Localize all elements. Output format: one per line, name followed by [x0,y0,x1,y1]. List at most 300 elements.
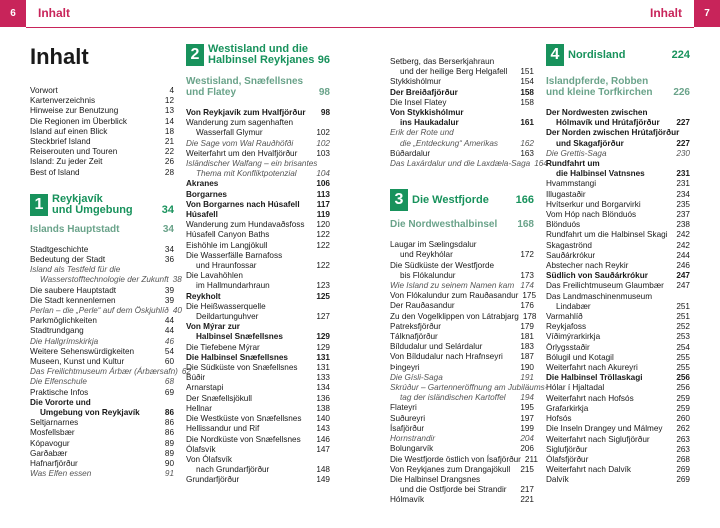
toc-entry [186,179,330,189]
section-title-line2: und Flatey [186,87,237,98]
toc-entry-title: Die Regionen im Überblick [30,116,127,126]
toc-entry [30,398,174,408]
toc-entry-page: 215 [520,464,534,474]
toc-entry [186,108,330,118]
toc-entry-title: Ólafsvík [186,444,216,454]
toc-entry-page: 22 [164,147,174,157]
toc-entry-page: 129 [316,342,330,352]
toc-entry [30,408,174,418]
toc-entry [546,149,690,159]
toc-entry-page [530,475,534,485]
toc-entry-page [530,57,534,67]
section-heading [390,219,534,230]
toc-column-2 [186,44,330,486]
toc-entry [186,118,330,128]
toc-entry [546,414,690,424]
toc-entry-title: Bolungarvík [390,444,434,454]
toc-entry-title: Die Westfjorde östlich von Ísafjörður [390,454,521,464]
toc-entry [390,128,534,138]
toc-entry-title: Hólmavík und Hrútafjörður [556,118,660,128]
toc-entry-title: Hofsós [546,414,572,424]
toc-entry-title: Grafarkirkja [546,403,589,413]
toc-entry [30,449,174,459]
toc-entry [390,363,534,373]
toc-entry-title: Von Ólafsvík [186,454,232,464]
toc-entry-page: 254 [676,342,690,352]
toc-entry-page [326,159,330,169]
toc-entry-title: Víðimýrarkirkja [546,332,601,342]
toc-entry [186,445,330,455]
toc-entry [390,261,534,271]
toc-entry-title: Vorwort [30,86,58,95]
toc-entry [546,220,690,230]
toc-entry [390,77,534,87]
toc-entry-title: Der Rauðasandur [390,301,455,311]
chapter-number: 3 [390,189,408,211]
toc-entry-title: Südlich von Sauðárkrókur [546,271,648,281]
toc-entry-page [530,261,534,271]
toc-entry-title: Stadtgeschichte [30,244,89,254]
toc-entry-page: 151 [520,67,534,77]
toc-entry-page: 252 [676,322,690,332]
toc-entry-title: Weitere Sehenswürdigkeiten [30,346,135,356]
toc-entry-page: 104 [316,169,330,179]
toc-entry [390,67,534,77]
toc-entry-page: 21 [164,137,174,147]
toc-entry [546,475,690,485]
page-number: 7 [694,0,720,27]
toc-entry-title: Weiterfahrt um den Hvalfjörður [186,148,298,158]
toc-entry-page: 204 [520,434,534,444]
chapter-title: Die Westfjorde [412,194,489,207]
toc-entry [546,271,690,281]
toc-entry-title: Die Sage vom Wal Rauðhöfði [186,138,294,148]
toc-entry [546,251,690,261]
toc-entry [546,445,690,455]
toc-entry [186,302,330,312]
toc-entry-page [530,240,534,250]
toc-entry [390,434,534,444]
toc-entry [546,169,690,179]
toc-entry-title: Húsafell Canyon Baths [186,230,270,240]
toc-entry-page: 255 [676,363,690,373]
section-title: Die Nordwesthalbinsel [390,219,498,231]
toc-entry-title: Der Snæfellsjökull [186,393,252,403]
toc-entry [546,353,690,363]
section-page: 98 [318,87,330,98]
toc-entry [30,106,174,116]
toc-entry-title: Die Halbinsel Tröllaskagi [546,373,643,383]
toc-entry-title: Isländischer Walfang – ein brisantes [186,159,318,169]
toc-entry [30,347,174,357]
toc-entry-page: 260 [676,414,690,424]
toc-entry-title: Hornstrandir [390,434,436,444]
toc-entry-title: Tálknafjörður [390,332,438,342]
chapter-page: 224 [671,49,690,61]
toc-entry-title: Steckbrief Island [30,137,91,147]
toc-entry-page [686,108,690,118]
toc-entry-page: 179 [520,321,534,331]
toc-entry [30,469,174,479]
toc-entry [390,444,534,454]
toc-entry [186,159,330,169]
toc-entry [390,118,534,128]
toc-entry-title: ins Haukadalur [400,118,459,128]
toc-entry-title: Hellissandur und Rif [186,424,260,434]
toc-entry-page: 256 [676,383,690,393]
toc-entry-page: 149 [316,475,330,485]
toc-entry-page: 173 [520,270,534,280]
toc-entry [186,190,330,200]
toc-entry-page: 4 [169,86,174,95]
toc-entry [30,367,191,377]
toc-entry [30,255,174,265]
toc-entry-title: Þingeyri [390,362,420,372]
toc-entry [186,414,330,424]
toc-entry-page: 244 [676,250,690,260]
toc-entry [186,261,330,271]
toc-entry-page: 246 [676,261,690,271]
toc-entry [546,179,690,189]
toc-entry-title: Eishöhle im Langjökull [186,240,268,250]
toc-entry-page: 197 [520,413,534,423]
toc-entry-page: 242 [676,230,690,240]
toc-entry-page: 230 [676,148,690,158]
toc-entry-page [686,128,690,138]
toc-entry [390,342,534,352]
toc-entry-title: Die Inseln Drangey und Málmey [546,424,663,434]
toc-entry-page: 195 [520,403,534,413]
toc-entry-page: 227 [676,118,690,128]
chapter-title-line2: und Umgebung [52,203,133,216]
toc-entry-title: Abstecher nach Reykir [546,261,629,271]
toc-entry-title: Örlygsstaðir [546,342,590,352]
toc-entry-title: Weiterfahrt nach Hofsós [546,393,634,403]
toc-entry-page: 106 [316,179,330,189]
toc-entry [30,388,174,398]
toc-entry-title: Die Nordküste von Snæfellsnes [186,434,301,444]
toc-entry-page: 221 [520,495,534,505]
toc-entry-title: Weiterfahrt nach Siglufjörður [546,434,650,444]
toc-column-3 [390,57,548,506]
toc-entry-page [326,251,330,261]
toc-entry-title: Rundfahrt um [546,159,600,169]
toc-entry [390,88,534,98]
toc-entry-title: Setberg, das Berserkjahraun [390,57,495,66]
toc-entry-page: 247 [676,281,690,291]
toc-entry-page: 161 [520,118,534,128]
chapter-page: 96 [317,54,330,66]
section-page: 168 [517,219,534,231]
chapter-number: 1 [30,194,48,216]
toc-entry [546,159,690,169]
toc-entry-title: Thema mit Konfliktpotenzial [196,169,297,179]
toc-entry-title: im Hallmundarhraun [196,281,270,291]
toc-entry [186,241,330,251]
toc-entry [390,424,534,434]
toc-entry-title: Flateyri [390,403,417,413]
chapter-number: 4 [546,44,564,66]
toc-entry-page: 26 [164,157,174,167]
toc-entry-page: 231 [676,179,690,189]
section-heading [186,76,330,98]
toc-entry [546,404,690,414]
toc-entry-title: Laugar im Sælingsdalur [390,240,477,250]
toc-entry-title: Hafnarfjörður [30,459,78,469]
toc-entry-page: 89 [164,448,174,458]
toc-entry-title: Ísafjörður [390,423,425,433]
toc-entry-title: Von Borgarnes nach Húsafell [186,199,300,209]
toc-entry-page: 237 [676,210,690,220]
toc-entry-title: Von Flókalundur zum Rauðasandur [390,291,519,301]
toc-entry [546,210,690,220]
toc-entry-page: 164 [534,159,548,169]
toc-entry-title: Wie Island zu seinem Namen kam [390,281,515,291]
toc-entry-page: 120 [316,220,330,230]
toc-entry [30,137,174,147]
toc-entry-page: 125 [316,291,330,301]
toc-entry-page [326,271,330,281]
toc-entry [390,454,538,465]
toc-entry-title: Varmahlíð [546,312,583,322]
toc-entry [546,312,690,322]
toc-entry [546,139,690,149]
toc-entry-page: 158 [520,87,534,97]
toc-entry-title: Bedeutung der Stadt [30,255,106,265]
toc-entry-title: Der Nordwesten zwischen [546,108,648,117]
toc-entry-page: 187 [520,352,534,362]
toc-entry [30,86,174,96]
toc-entry [390,108,534,118]
toc-entry [390,98,534,108]
toc-entry-page: 86 [164,428,174,438]
toc-entry-page: 28 [164,167,174,177]
toc-entry-page: 162 [520,138,534,148]
toc-column-4 [546,44,690,486]
toc-entry-page: 69 [164,387,174,397]
toc-entry-page: 90 [164,459,174,469]
toc-entry [30,296,174,306]
toc-entry-title: Von Stykkishólmur [390,108,464,118]
toc-entry-title: Seltjarnarnes [30,418,79,428]
toc-entry-page: 256 [676,373,690,383]
toc-entry-page: 136 [316,393,330,403]
toc-entry [546,435,690,445]
toc-entry-page: 54 [164,346,174,356]
toc-entry-title: Reiserouten und Touren [30,147,118,157]
toc-entry-title: Siglufjörður [546,444,588,454]
toc-entry-title: die Halbinsel Vatnsnes [556,169,645,179]
toc-entry [30,265,174,275]
page-title: Inhalt [30,44,89,69]
toc-entry-title: Museen, Kunst und Kultur [30,357,125,367]
toc-entry-page: 174 [520,281,534,291]
toc-entry [30,245,174,255]
toc-entry-page: 147 [316,444,330,454]
toc-entry-page: 154 [520,77,534,87]
toc-entry-title: Hólar í Hjaltadal [546,383,605,393]
toc-entry [390,281,534,291]
toc-entry [186,394,330,404]
toc-entry-title: Reykjafoss [546,322,587,332]
toc-entry [30,326,174,336]
toc-entry-title: Die Lavahöhlen [186,271,243,281]
toc-entry-title: und Hraunfossar [196,261,257,271]
chapter-heading [30,194,174,216]
toc-entry-title: nach Grundarfjörður [196,465,270,475]
toc-entry-title: Erik der Rote und [390,128,454,138]
toc-entry-page: 176 [520,301,534,311]
header-rule [26,27,360,28]
toc-entry [30,459,174,469]
toc-entry [186,343,330,353]
toc-entry-title: Hellnar [186,403,212,413]
toc-entry-page: 91 [164,469,174,479]
toc-entry-title: Hólmavík [390,495,425,505]
toc-entry [390,159,548,169]
toc-entry-title: Skrúður – Gartenneröffnung am Jubiläums- [390,383,548,393]
toc-entry-title: Weiterfahrt nach Akureyri [546,363,638,373]
chapter-heading [186,44,330,66]
toc-entry [390,414,534,424]
toc-entry-page: 123 [316,281,330,291]
toc-entry [546,230,690,240]
toc-entry [186,332,330,342]
toc-entry-title: Búðir [186,373,206,383]
toc-entry-page [326,302,330,312]
toc-entry [546,302,690,312]
toc-entry [390,291,537,301]
toc-entry-page: 194 [520,393,534,403]
toc-entry-page: 13 [164,106,174,116]
toc-entry [186,435,330,445]
toc-entry-title: Die Wasserfälle Barnafoss [186,250,283,260]
toc-entry-page: 227 [676,138,690,148]
chapter-page: 34 [161,203,174,216]
section-title: Islands Hauptstadt [30,223,120,235]
toc-entry-title: Hvítserkur und Borgarvirki [546,199,641,209]
toc-entry-title: Patreksfjörður [390,321,441,331]
toc-entry-page: 253 [676,332,690,342]
section-heading [30,224,174,235]
toc-entry-title: Mosfellsbær [30,428,75,438]
toc-entry-title: Arnarstapi [186,383,224,393]
section-page: 34 [162,223,174,235]
toc-entry-page [686,159,690,169]
toc-entry-page: 98 [320,108,330,117]
toc-entry-page: 103 [316,148,330,158]
toc-entry [546,373,690,383]
toc-entry [186,353,330,363]
toc-entry-page: 36 [164,255,174,265]
toc-entry-page: 251 [676,312,690,322]
toc-entry [186,322,330,332]
toc-entry [390,373,534,383]
toc-entry [546,322,690,332]
toc-entry-page: 235 [676,199,690,209]
toc-entry-title: Kópavogur [30,438,70,448]
toc-entry-title: Von Bíldudalur nach Hrafnseyri [390,352,503,362]
toc-entry-page: 251 [676,301,690,311]
toc-entry [390,352,534,362]
toc-entry [30,377,174,387]
toc-entry-page: 146 [316,434,330,444]
toc-entry [390,393,534,403]
toc-entry [546,241,690,251]
toc-entry-page: 183 [520,342,534,352]
toc-entry-title: Von Reykjavík zum Hvalfjörður [186,108,306,117]
toc-entry-page: 46 [164,336,174,346]
section-page: 226 [673,87,690,98]
toc-entry [186,281,330,291]
toc-entry-page: 175 [522,291,537,301]
toc-entry [30,117,174,127]
toc-entry [546,343,690,353]
toc-entry [186,383,330,393]
header-rule [360,27,694,28]
toc-entry [186,404,330,414]
toc-entry-title: und der heilige Berg Helgafell [400,67,508,77]
toc-entry [186,475,330,485]
toc-entry-page: 181 [520,332,534,342]
toc-entry-page: 89 [164,438,174,448]
section-title-line1: Westisland, Snæfellsnes [186,76,304,87]
toc-entry-page: 262 [676,424,690,434]
toc-entry [546,465,690,475]
toc-entry-title: Blönduós [546,220,581,230]
toc-entry-page: 122 [316,230,330,240]
toc-entry-page [686,292,690,302]
toc-entry-title: Die Westküste von Snæfellsnes [186,414,302,424]
toc-entry-title: Búðardalur [390,148,431,158]
toc-entry-page: 259 [676,393,690,403]
toc-entry [30,306,182,316]
chapter-title-line2: Halbinsel Reykjanes [208,54,315,66]
toc-entry-title: Illugastaðir [546,189,586,199]
toc-entry-page: 38 [172,275,182,285]
section-title-line2: und kleine Torfkirchen [546,87,653,98]
toc-entry-title: Best of Island [30,167,80,177]
toc-entry-title: Bólugil und Kotagil [546,352,614,362]
chapter-page: 166 [515,194,534,207]
toc-entry-page: 131 [316,363,330,373]
toc-entry-title: Wasserstofftechnologie der Zukunft [40,275,169,285]
chapter-title-line1: Reykjavík [52,192,103,205]
toc-entry-title: Von Mýrar zur [186,322,240,332]
toc-entry [546,292,690,302]
toc-entry [186,373,330,383]
toc-entry-page: 206 [520,444,534,454]
toc-entry-page: 102 [316,138,330,148]
toc-entry [390,475,534,485]
left-header [0,0,360,27]
toc-entry-page [326,118,330,128]
toc-entry [390,465,534,475]
toc-entry-title: Das Freilichtmuseum Glaumbær [546,281,664,291]
toc-entry-page: 191 [520,372,534,382]
toc-entry-title: Parkmöglichkeiten [30,316,97,326]
toc-entry-title: Die Hallgrímskirkja [30,336,99,346]
toc-entry-page: 158 [520,97,534,107]
toc-entry-page: 131 [316,352,330,362]
section-heading [546,76,690,98]
toc-entry-title: und die Ostfjorde bei Strandir [400,485,507,495]
toc-entry-page: 263 [676,444,690,454]
toc-entry-page: 86 [164,418,174,428]
toc-entry-title: Die Grettis-Saga [546,148,607,158]
page-number: 6 [0,0,26,27]
toc-entry [390,301,534,311]
